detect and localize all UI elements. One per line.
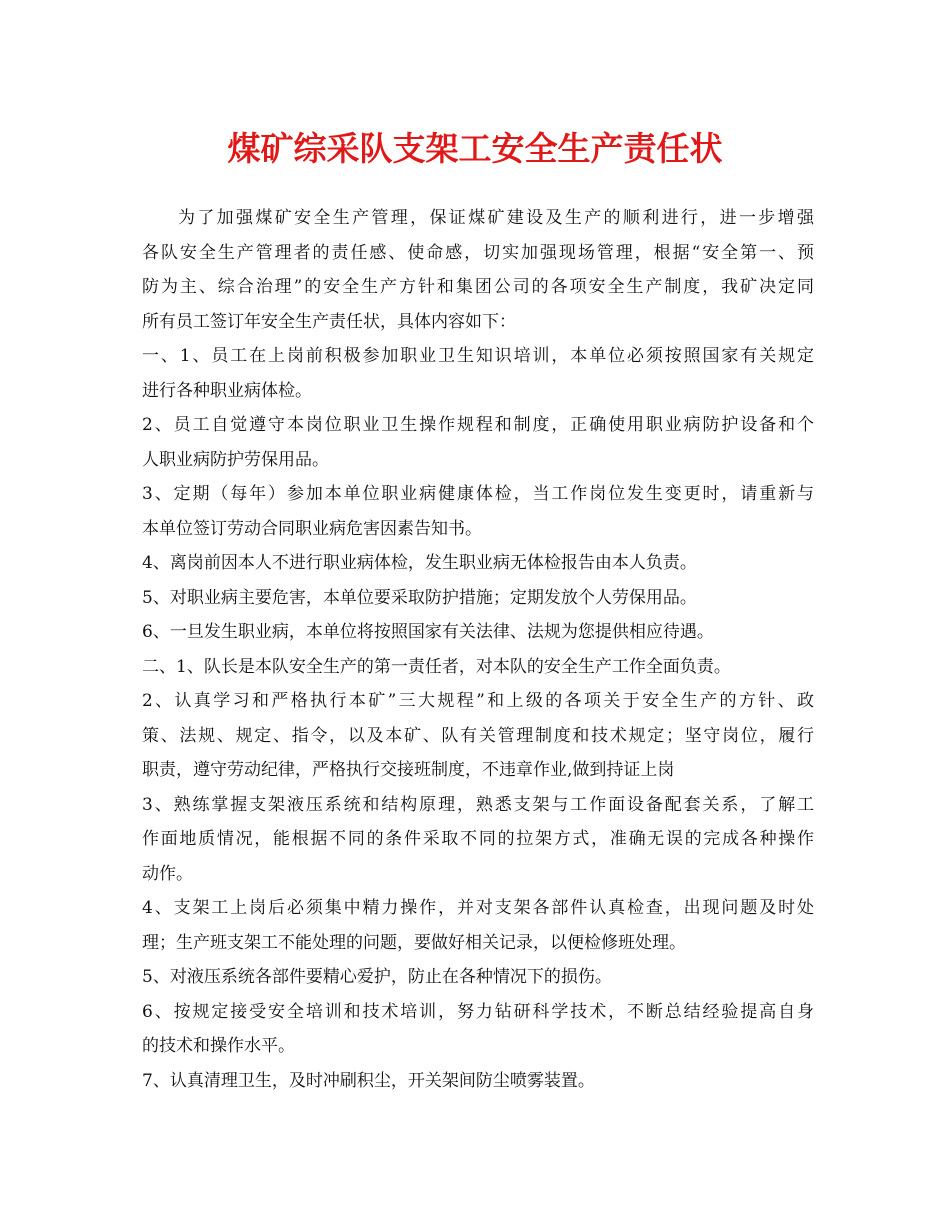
document-title: 煤矿综采队支架工安全生产责任状: [227, 129, 723, 168]
paragraph-line: 一、1、员工在上岗前积极参加职业卫生知识培训，本单位必须按照国家有关规定: [142, 346, 814, 366]
paragraph-line: 7、认真清理卫生，及时冲刷积尘，开关架间防尘喷雾装置。: [142, 1070, 595, 1091]
paragraph-line: 4、支架工上岗后必须集中精力操作，并对支架各部件认真检查，出现问题及时处: [142, 898, 814, 918]
paragraph-line: 作面地质情况，能根据不同的条件采取不同的拉架方式，准确无误的完成各种操作: [142, 829, 814, 849]
paragraph-line: 理；生产班支架工不能处理的问题，要做好相关记录，以便检修班处理。: [142, 932, 686, 953]
paragraph-line: 人职业病防护劳保用品。: [142, 449, 329, 470]
paragraph-line: 的技术和操作水平。: [142, 1036, 295, 1056]
paragraph-line: 二、1、队长是本队安全生产的第一责任者，对本队的安全生产工作全面负责。: [142, 656, 731, 677]
paragraph-line: 3、定期（每年）参加本单位职业病健康体检，当工作岗位发生变更时，请重新与: [142, 484, 814, 504]
paragraph-line: 2、认真学习和严格执行本矿”三大规程”和上级的各项关于安全生产的方针、政: [142, 691, 814, 711]
paragraph-line: 防为主、综合治理”的安全生产方针和集团公司的各项安全生产制度，我矿决定同: [142, 277, 814, 297]
paragraph-line: 2、员工自觉遵守本岗位职业卫生操作规程和制度，正确使用职业病防护设备和个: [142, 415, 814, 435]
paragraph-line: 动作。: [142, 863, 193, 884]
paragraph-line: 3、熟练掌握支架液压系统和结构原理，熟悉支架与工作面设备配套关系，了解工: [142, 794, 814, 815]
paragraph-line: 所有员工签订年安全生产责任状，具体内容如下：: [142, 311, 516, 332]
paragraph-line: 为了加强煤矿安全生产管理，保证煤矿建设及生产的顺利进行，进一步增强: [178, 208, 814, 228]
paragraph-line: 职责，遵守劳动纪律，严格执行交接班制度，不违章作业,做到持证上岗: [142, 760, 675, 780]
paragraph-line: 6、按规定接受安全培训和技术培训，努力钻研科学技术，不断总结经验提高自身: [142, 1001, 814, 1022]
paragraph-line: 本单位签订劳动合同职业病危害因素告知书。: [142, 518, 482, 539]
document-body: [142, 201, 814, 1098]
paragraph-line: 5、对液压系统各部件要精心爱护，防止在各种情况下的损伤。: [142, 967, 612, 987]
paragraph-line: 4、离岗前因本人不进行职业病体检，发生职业病无体检报告由本人负责。: [142, 553, 697, 573]
paragraph-line: 各队安全生产管理者的责任感、使命感，切实加强现场管理，根据“安全第一、预: [142, 242, 814, 263]
paragraph-line: 进行各种职业病体检。: [142, 380, 312, 401]
paragraph-line: 策、法规、规定、指令，以及本矿、队有关管理制度和技术规定；坚守岗位，履行: [142, 725, 814, 746]
paragraph-line: 6、一旦发生职业病，本单位将按照国家有关法律、法规为您提供相应待遇。: [142, 622, 714, 642]
paragraph-line: 5、对职业病主要危害，本单位要采取防护措施；定期发放个人劳保用品。: [142, 587, 697, 608]
